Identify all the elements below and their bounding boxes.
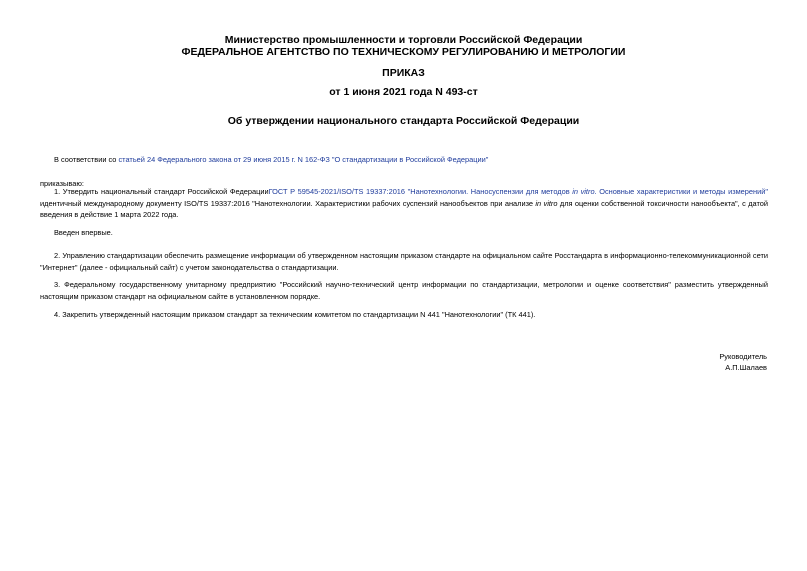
agency-name: ФЕДЕРАЛЬНОЕ АГЕНТСТВО ПО ТЕХНИЧЕСКОМУ РЕГУЛИРОВАНИЮ И МЕТРОЛОГИИ xyxy=(181,46,626,58)
document-type: ПРИКАЗ xyxy=(382,67,425,79)
ministry-name: Министерство промышленности и торговли Российской Федерации xyxy=(224,34,583,46)
item-1-prefix: 1. Утвердить национальный стандарт Российской Федерации xyxy=(54,187,269,196)
item-1-text1: идентичный международному документу ISO/TS 19337:2016 "Нанотехнологии. Характеристики рабочих суспензий нанообъектов при анализе xyxy=(40,198,536,208)
item-1-paragraph xyxy=(40,186,768,221)
item-1-text2: для оценки собственной токсичности нанообъекта", с датой введения в действие 1 марта 2022 года. xyxy=(40,198,768,219)
standard-link-part1: ГОСТ Р 59545-2021/ISO/TS 19337:2016 "Нанотехнологии. Наносуспензии для методов xyxy=(268,187,573,196)
item-3-paragraph: 3. Федеральному государственному унитарному предприятию "Российский научно-технический центр информации по стандартизации, метрологии и оценке соответствия" разместить утвержденный настоящим приказом стандарт на официальном сайте в установленном порядке. xyxy=(40,280,768,301)
document-title: Об утверждении национального стандарта Российской Федерации xyxy=(227,115,580,127)
basis-paragraph xyxy=(40,154,768,166)
item-2-paragraph: 2. Управлению стандартизации обеспечить размещение информации об утвержденном настоящим приказом стандарте на официальном сайте Росстандарта в информационно-телекоммуникационной сети "Интернет" (далее - официальный сайт) с учетом законодательства о стандартизации. xyxy=(40,251,768,272)
basis-prefix: В соответствии со xyxy=(54,155,119,164)
signature-role: Руководитель xyxy=(719,352,767,361)
standard-link-part2: . Основные характеристики и методы измерений" xyxy=(594,187,768,196)
item-1-italic: in vitro xyxy=(535,198,558,208)
vveden-text: Введен впервые. xyxy=(54,228,113,237)
signature-name: А.П.Шалаев xyxy=(725,363,767,372)
document-date-number: от 1 июня 2021 года N 493-ст xyxy=(329,86,478,98)
prikazyvayu-text: приказываю: xyxy=(40,179,84,188)
standard-link-italic: in vitro xyxy=(572,187,595,196)
law-link[interactable]: статьей 24 Федерального закона от 29 июня 2015 г. N 162-ФЗ "О стандартизации в Российской Федерации" xyxy=(118,155,489,164)
standard-link[interactable] xyxy=(269,187,768,196)
item-4-paragraph: 4. Закрепить утвержденный настоящим приказом стандарт за техническим комитетом по стандартизации N 441 "Нанотехнологии" (ТК 441). xyxy=(54,310,536,319)
